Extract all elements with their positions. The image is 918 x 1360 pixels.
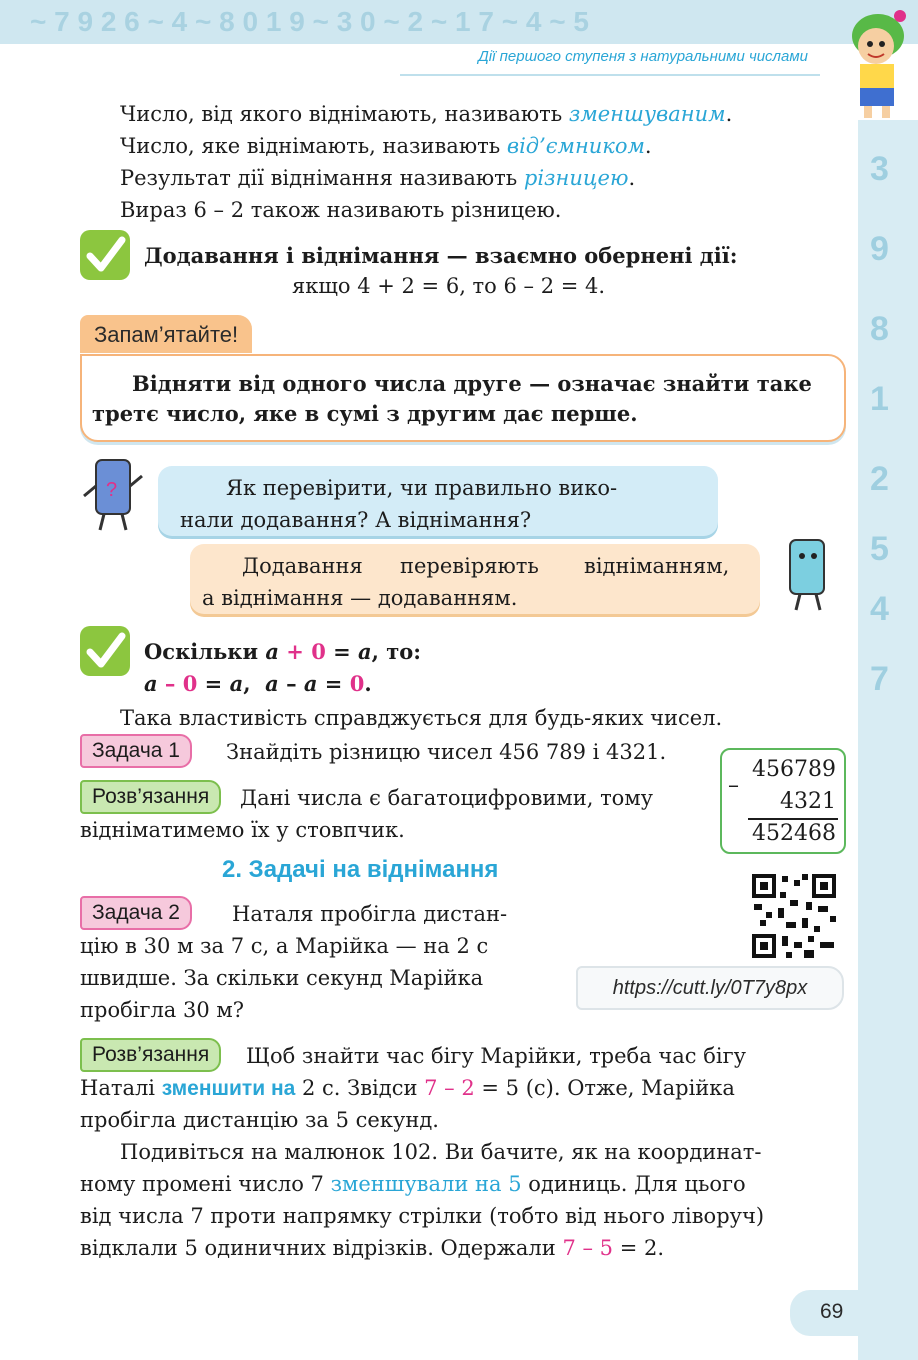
expression-note: Вираз 6 – 2 також називають різницею.	[120, 198, 562, 222]
svg-text:?: ?	[106, 479, 118, 501]
qr-code-icon[interactable]	[750, 872, 838, 960]
plus-sign: +	[286, 639, 304, 664]
decorative-digit: 2	[870, 460, 889, 498]
highlight-expression: 7 – 5	[562, 1236, 614, 1260]
zero: 0	[182, 671, 198, 696]
rule-inverse-operations: Додавання і віднімання — взаємно обернені дії:	[144, 243, 738, 268]
check-mark-icon	[80, 626, 130, 676]
column-subtraction-box	[720, 748, 846, 854]
text: одиниць. Для цього	[521, 1172, 746, 1196]
solution-2-tag: Розв’язання	[80, 1038, 221, 1072]
definition-subtrahend	[120, 130, 652, 162]
answer-line	[242, 550, 363, 582]
term-subtrahend: від’ємником	[506, 134, 645, 158]
decorative-digit: 9	[870, 230, 889, 268]
question-line: нали додавання? А віднімання?	[180, 508, 532, 532]
highlight-expression: 7 – 2	[424, 1076, 475, 1100]
decorative-digit: 5	[870, 530, 889, 568]
highlight-decrease-by: зменшити на	[161, 1077, 296, 1100]
phone-character-question-icon	[82, 456, 148, 534]
highlight-decreased-by-5: зменшували на 5	[330, 1172, 522, 1196]
task-2-line: цію в 30 м за 7 с, а Марійка — на 2 с	[80, 934, 489, 958]
decorative-digit: 8	[870, 310, 889, 348]
text: Оскільки	[144, 639, 266, 664]
page-number-tab	[790, 1290, 918, 1336]
variable-a: a	[229, 671, 244, 696]
term-minuend: зменшуваним	[568, 102, 726, 126]
decorative-digit: 3	[870, 150, 889, 188]
comma: ,	[243, 671, 251, 696]
task-2-line: швидше. За скільки секунд Марійка	[80, 966, 484, 990]
section-heading: 2. Задачі на віднімання	[222, 856, 499, 883]
solution-1-tag: Розв’язання	[80, 780, 221, 814]
zero-rule-line1	[144, 636, 421, 668]
text: .	[628, 166, 636, 190]
resource-link[interactable]: https://cutt.ly/0T7y8px	[576, 966, 844, 1010]
difference-result: 452468	[752, 821, 836, 846]
zero: 0	[311, 639, 326, 664]
solution-1-line: відніматимемо їх у стовпчик.	[80, 818, 405, 842]
variable-a: a	[303, 671, 318, 696]
variable-a: a	[358, 639, 372, 664]
solution-2-line: Щоб знайти час бігу Марійки, треба час бігу	[246, 1044, 746, 1068]
decorative-digit: 1	[870, 380, 889, 418]
header-decoration-band	[0, 0, 918, 44]
minus-sign: –	[286, 671, 297, 696]
solution-2-line: пробігла дистанцію за 5 секунд.	[80, 1108, 439, 1132]
chapter-title: Дії першого ступеня з натуральними числами	[478, 48, 808, 65]
text: 2 с. Звідси	[295, 1076, 425, 1100]
definition-difference	[120, 162, 635, 194]
question-line: Як перевірити, чи правильно вико-	[226, 476, 618, 500]
zero: 0	[349, 671, 365, 696]
text: .	[644, 134, 652, 158]
text: ному промені число 7	[80, 1172, 331, 1196]
solution-2-line	[80, 1072, 735, 1105]
answer-line	[584, 550, 729, 582]
figure-text-line: від числа 7 проти напрямку стрілки (тобто від нього ліворуч)	[80, 1204, 765, 1228]
remember-tab: Запам’ятайте!	[80, 315, 252, 353]
text: = 5 (с). Отже, Марійка	[474, 1076, 735, 1100]
variable-a: a	[265, 671, 279, 696]
task-2-tag: Задача 2	[80, 896, 192, 930]
text: .	[725, 102, 733, 126]
decorative-digit: 4	[870, 590, 889, 628]
variable-a: a	[265, 639, 279, 664]
task-2-line: пробігла 30 м?	[80, 998, 244, 1022]
phone-character-answer-icon	[778, 536, 838, 614]
text: Результат дії віднімання називають	[120, 166, 524, 190]
minuend: 456789	[752, 757, 836, 782]
text: відклали 5 одиничних відрізків. Одержали	[80, 1236, 563, 1260]
equals-sign: =	[204, 671, 223, 696]
page-number: 69	[820, 1300, 844, 1323]
subtrahend: 4321	[780, 789, 836, 814]
text: Число, яке віднімають, називають	[120, 134, 507, 158]
header-rule	[400, 74, 820, 76]
term-difference: різницею	[523, 166, 629, 190]
text: Додавання	[242, 554, 363, 578]
figure-text-line	[80, 1168, 746, 1200]
text: = 2.	[613, 1236, 664, 1260]
period: .	[364, 671, 372, 696]
answer-line: а віднімання — додаванням.	[202, 586, 518, 610]
text: , то:	[371, 639, 422, 664]
check-mark-icon	[80, 230, 130, 280]
rule-example: якщо 4 + 2 = 6, то 6 – 2 = 4.	[292, 274, 606, 298]
figure-text-line	[80, 1232, 664, 1264]
figure-text-line: Подивіться на малюнок 102. Ви бачите, як на координат-	[120, 1140, 762, 1164]
text: відніманням,	[584, 554, 730, 578]
text: перевіряють	[400, 554, 539, 578]
margin-decoration-strip	[858, 120, 918, 1360]
solution-1-line: Дані числа є багатоцифровими, тому	[240, 786, 654, 810]
answer-line	[400, 550, 539, 582]
remember-line: Відняти від одного числа друге — означає знайти таке	[132, 371, 812, 396]
task-1-text: Знайдіть різницю чисел 456 789 і 4321.	[226, 740, 667, 764]
task-2-line: Наталя пробігла дистан-	[232, 902, 508, 926]
task-1-tag: Задача 1	[80, 734, 192, 768]
text: Наталі	[80, 1076, 162, 1100]
decorative-digit: 7	[870, 660, 889, 698]
minus-sign: –	[728, 773, 739, 798]
variable-a: a	[144, 671, 158, 696]
zero-rule-line2	[144, 668, 372, 700]
text: Число, від якого віднімають, називають	[120, 102, 569, 126]
boy-mascot-icon	[830, 2, 918, 120]
remember-line: третє число, яке в сумі з другим дає перше.	[92, 401, 638, 426]
property-text: Така властивість справджується для будь-яких чисел.	[120, 706, 723, 730]
decorative-digits: ~ 7 9 2 6 ~ 4 ~ 8 0 1 9 ~ 3 0 ~ 2 ~ 1 7 ~ 4 ~ 5	[30, 6, 589, 37]
equals-sign: =	[333, 639, 351, 664]
minus-sign: –	[164, 671, 176, 696]
equals-sign: =	[324, 671, 343, 696]
definition-minuend	[120, 98, 732, 130]
